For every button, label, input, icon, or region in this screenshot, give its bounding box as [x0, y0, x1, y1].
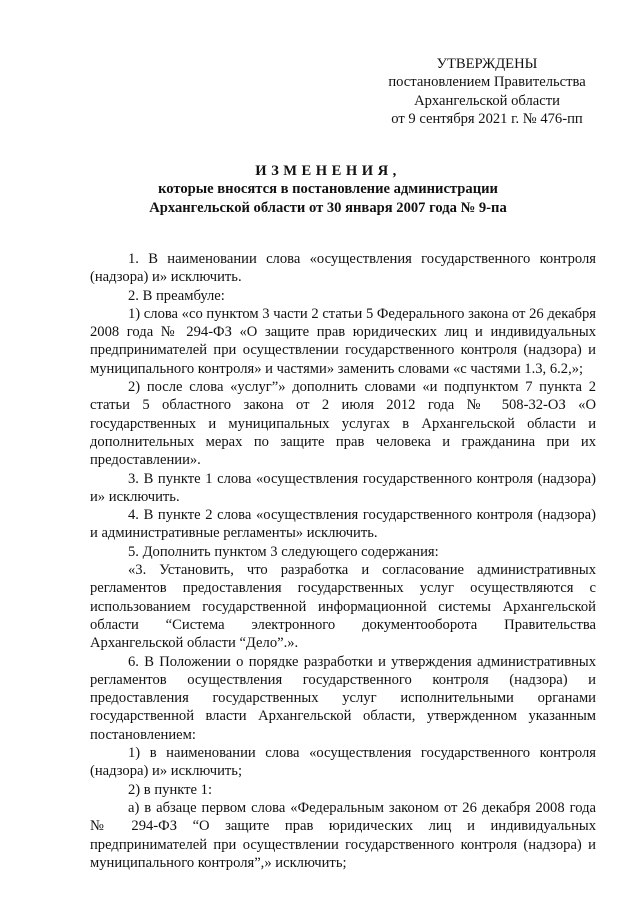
paragraph: а) в абзаце первом слова «Федеральным законом от 26 декабря 2008 года № 294-ФЗ “О защите прав юридических лиц и индивидуальных предпринимателей при осуществлении государственного контроля (надзора) и муниципального контроля”,» исключить;: [90, 799, 596, 871]
paragraph: 1) в наименовании слова «осуществления государственного контроля (надзора) и» исключить;: [90, 745, 596, 780]
approval-title: УТВЕРЖДЕНЫ: [436, 56, 538, 72]
document-title: ИЗМЕНЕНИЯ,: [255, 163, 401, 179]
document-subtitle-line1: которые вносятся в постановление администрации: [158, 181, 498, 198]
approval-date-number: от 9 сентября 2021 г. № 476-пп: [391, 110, 583, 127]
paragraph: 5. Дополнить пунктом 3 следующего содержания:: [128, 543, 439, 560]
approval-issuer: постановлением Правительства: [388, 74, 586, 91]
paragraph: 2) после слова «услуг”» дополнить словами «и подпунктом 7 пункта 2 статьи 5 областного закона от 2 июля 2012 года № 508-32-ОЗ «О государственных и муниципальных услугах в Архангельской области и дополнительных мерах по защите прав человека и гражданина при их предоставлении».: [90, 379, 596, 469]
document-heading: [60, 162, 596, 217]
paragraph: 1) слова «со пунктом 3 части 2 статьи 5 Федерального закона от 26 декабря 2008 года № 294-ФЗ «О защите прав юридических лиц и индивидуальных предпринимателей при осуществлении государственного контроля (надзора) и муниципального контроля» и частями» заменить словами «с частями 1.3, 6.2,»;: [90, 305, 597, 377]
paragraph: «3. Установить, что разработка и согласование административных регламентов предоставления государственных услуг осуществляются с использованием государственной информационной системы Архангельской области “Система электронного документооборота Правительства Архангельской области “Дело”.».: [90, 562, 596, 652]
approval-stamp: [372, 55, 602, 128]
document-subtitle-line2: Архангельской области от 30 января 2007 года № 9-па: [149, 199, 507, 216]
document-body: [90, 250, 596, 872]
paragraph: 6. В Положении о порядке разработки и утверждения административных регламентов осуществления государственного контроля (надзора) и предоставления государственных услуг исполнительными органами государственной власти Архангельской области, утвержденном указанным постановлением:: [90, 653, 596, 743]
paragraph: 1. В наименовании слова «осуществления государственного контроля (надзора) и» исключить.: [90, 251, 596, 286]
approval-region: Архангельской области: [414, 92, 560, 109]
paragraph: 4. В пункте 2 слова «осуществления государственного контроля (надзора) и административные регламенты» исключить.: [90, 507, 596, 542]
paragraph: 2. В преамбуле:: [128, 287, 225, 304]
paragraph: 2) в пункте 1:: [128, 781, 213, 798]
paragraph: 3. В пункте 1 слова «осуществления государственного контроля (надзора) и» исключить.: [90, 470, 596, 505]
